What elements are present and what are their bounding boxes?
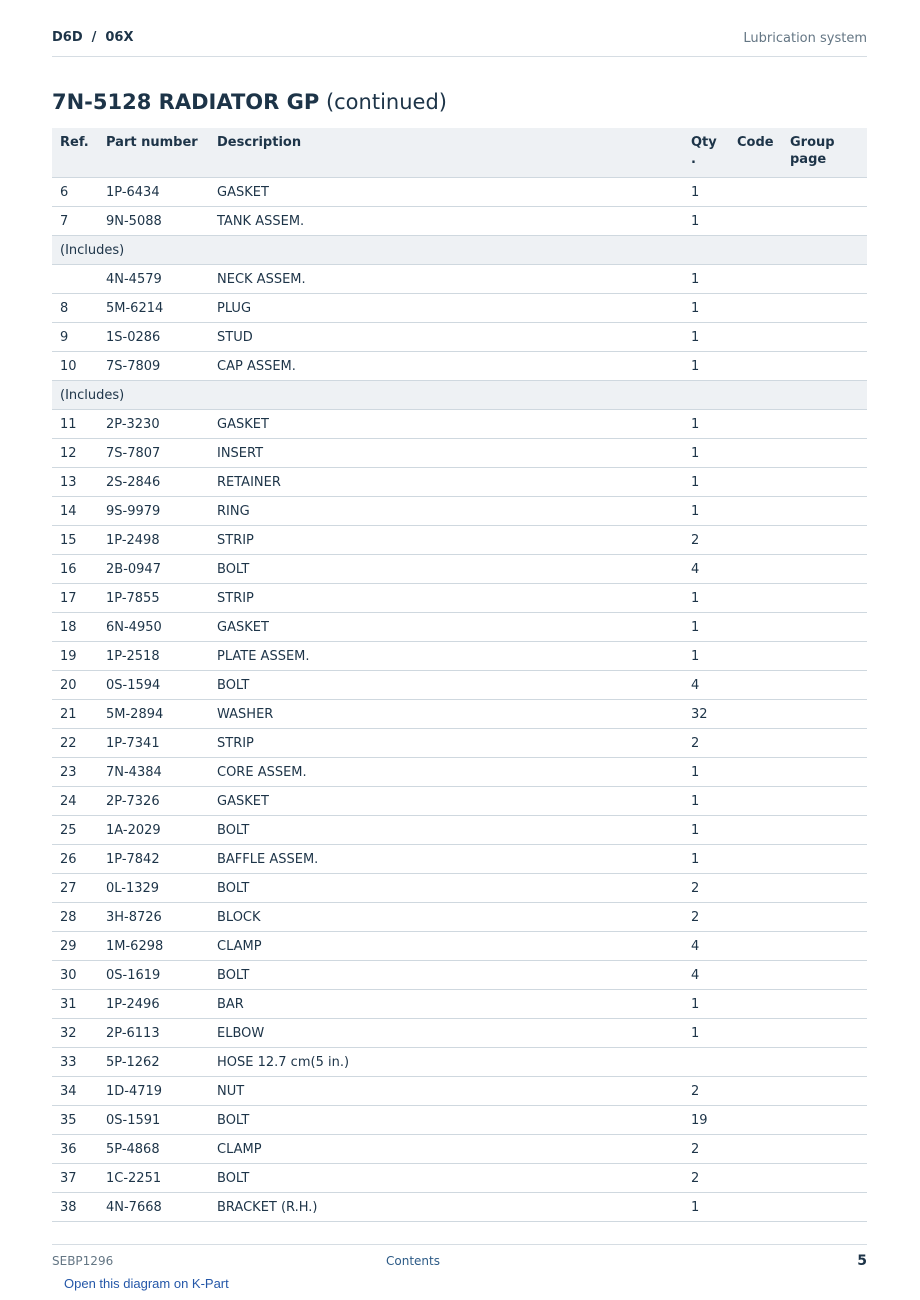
- cell-part-number: 2P-3230: [98, 410, 209, 439]
- cell-qty: 1: [683, 207, 729, 236]
- table-row: [52, 1019, 867, 1048]
- cell-description: BOLT: [209, 1106, 683, 1135]
- cell-ref: 32: [52, 1019, 98, 1048]
- cell-qty: [683, 1048, 729, 1077]
- cell-code: [729, 845, 782, 874]
- breadcrumb-separator: /: [91, 30, 97, 45]
- cell-qty: 4: [683, 961, 729, 990]
- cell-description: BAFFLE ASSEM.: [209, 845, 683, 874]
- cell-part-number: 1P-7855: [98, 584, 209, 613]
- cell-description: STRIP: [209, 584, 683, 613]
- cell-qty: 2: [683, 526, 729, 555]
- cell-ref: 19: [52, 642, 98, 671]
- table-row: [52, 758, 867, 787]
- table-row: [52, 1048, 867, 1077]
- cell-description: NUT: [209, 1077, 683, 1106]
- cell-group-page: [782, 584, 867, 613]
- cell-part-number: 4N-4579: [98, 265, 209, 294]
- cell-qty: 1: [683, 642, 729, 671]
- cell-part-number: 1P-2518: [98, 642, 209, 671]
- cell-part-number: 1P-6434: [98, 178, 209, 207]
- cell-description: PLATE ASSEM.: [209, 642, 683, 671]
- cell-part-number: 9N-5088: [98, 207, 209, 236]
- group-header-line2: page: [790, 152, 827, 167]
- document-id: SEBP1296: [52, 1254, 114, 1268]
- cell-qty: 2: [683, 874, 729, 903]
- cell-qty: 1: [683, 178, 729, 207]
- cell-qty: 2: [683, 729, 729, 758]
- cell-code: [729, 352, 782, 381]
- table-row: [52, 700, 867, 729]
- cell-qty: 1: [683, 1019, 729, 1048]
- cell-description: BAR: [209, 990, 683, 1019]
- cell-qty: 19: [683, 1106, 729, 1135]
- cell-code: [729, 1193, 782, 1222]
- cell-group-page: [782, 1106, 867, 1135]
- cell-part-number: 1D-4719: [98, 1077, 209, 1106]
- cell-code: [729, 816, 782, 845]
- cell-part-number: 5M-6214: [98, 294, 209, 323]
- cell-ref: 22: [52, 729, 98, 758]
- col-header-code: Code: [729, 128, 782, 178]
- breadcrumb-serial: 06X: [105, 30, 134, 45]
- cell-description: STUD: [209, 323, 683, 352]
- cell-qty: 1: [683, 584, 729, 613]
- cell-code: [729, 439, 782, 468]
- table-row: [52, 207, 867, 236]
- table-row: [52, 178, 867, 207]
- cell-group-page: [782, 207, 867, 236]
- cell-group-page: [782, 1164, 867, 1193]
- table-row: [52, 816, 867, 845]
- table-row: [52, 961, 867, 990]
- cell-ref: 10: [52, 352, 98, 381]
- cell-ref: 27: [52, 874, 98, 903]
- cell-ref: 34: [52, 1077, 98, 1106]
- cell-description: HOSE 12.7 cm(5 in.): [209, 1048, 683, 1077]
- cell-group-page: [782, 787, 867, 816]
- table-row: [52, 584, 867, 613]
- cell-group-page: [782, 729, 867, 758]
- cell-part-number: 1S-0286: [98, 323, 209, 352]
- cell-description: CLAMP: [209, 932, 683, 961]
- cell-ref: 37: [52, 1164, 98, 1193]
- cell-code: [729, 584, 782, 613]
- cell-part-number: 1P-7842: [98, 845, 209, 874]
- cell-description: STRIP: [209, 729, 683, 758]
- cell-group-page: [782, 497, 867, 526]
- cell-group-page: [782, 932, 867, 961]
- cell-group-page: [782, 1019, 867, 1048]
- cell-code: [729, 932, 782, 961]
- cell-description: BOLT: [209, 816, 683, 845]
- cell-part-number: 1P-7341: [98, 729, 209, 758]
- contents-link[interactable]: Contents: [386, 1254, 440, 1268]
- cell-part-number: 0S-1619: [98, 961, 209, 990]
- cell-code: [729, 1106, 782, 1135]
- cell-group-page: [782, 874, 867, 903]
- cell-description: INSERT: [209, 439, 683, 468]
- cell-group-page: [782, 1048, 867, 1077]
- table-row: [52, 497, 867, 526]
- cell-code: [729, 990, 782, 1019]
- cell-code: [729, 265, 782, 294]
- cell-ref: 8: [52, 294, 98, 323]
- cell-description: BOLT: [209, 961, 683, 990]
- cell-description: CAP ASSEM.: [209, 352, 683, 381]
- breadcrumb-model: D6D: [52, 30, 83, 45]
- cell-description: GASKET: [209, 178, 683, 207]
- cell-part-number: 2P-6113: [98, 1019, 209, 1048]
- cell-part-number: 4N-7668: [98, 1193, 209, 1222]
- table-row: [52, 613, 867, 642]
- cell-ref: 9: [52, 323, 98, 352]
- cell-part-number: 9S-9979: [98, 497, 209, 526]
- cell-part-number: 1A-2029: [98, 816, 209, 845]
- cell-group-page: [782, 671, 867, 700]
- cell-code: [729, 1077, 782, 1106]
- col-header-part-number: Part number: [98, 128, 209, 178]
- cell-ref: 15: [52, 526, 98, 555]
- page-header: [52, 0, 867, 57]
- table-body: [52, 178, 867, 1222]
- table-row: [52, 265, 867, 294]
- cell-code: [729, 1048, 782, 1077]
- cell-code: [729, 671, 782, 700]
- group-header-line1: Group: [790, 135, 835, 150]
- cell-qty: 32: [683, 700, 729, 729]
- cell-description: BOLT: [209, 1164, 683, 1193]
- cell-description: GASKET: [209, 410, 683, 439]
- cell-ref: 21: [52, 700, 98, 729]
- cell-part-number: 3H-8726: [98, 903, 209, 932]
- table-row: [52, 1193, 867, 1222]
- cell-description: CORE ASSEM.: [209, 758, 683, 787]
- cell-ref: 33: [52, 1048, 98, 1077]
- col-header-qty: [683, 128, 729, 178]
- cell-group-page: [782, 265, 867, 294]
- table-row: [52, 1106, 867, 1135]
- cell-description: ELBOW: [209, 1019, 683, 1048]
- cell-ref: 24: [52, 787, 98, 816]
- cell-ref: 25: [52, 816, 98, 845]
- includes-note: (Includes): [52, 381, 867, 410]
- cell-qty: 1: [683, 1193, 729, 1222]
- cell-ref: 28: [52, 903, 98, 932]
- table-row: [52, 468, 867, 497]
- cell-qty: 1: [683, 410, 729, 439]
- cell-description: CLAMP: [209, 1135, 683, 1164]
- table-row: [52, 845, 867, 874]
- title-suffix: (continued): [325, 90, 447, 114]
- cell-code: [729, 294, 782, 323]
- cell-ref: 30: [52, 961, 98, 990]
- cell-part-number: 5P-4868: [98, 1135, 209, 1164]
- cell-group-page: [782, 700, 867, 729]
- cell-part-number: 7N-4384: [98, 758, 209, 787]
- table-row: [52, 903, 867, 932]
- cell-group-page: [782, 468, 867, 497]
- cell-part-number: 6N-4950: [98, 613, 209, 642]
- cell-code: [729, 410, 782, 439]
- table-row: [52, 1077, 867, 1106]
- cell-qty: 1: [683, 497, 729, 526]
- cell-ref: 6: [52, 178, 98, 207]
- cell-qty: 1: [683, 294, 729, 323]
- table-row: [52, 555, 867, 584]
- cell-qty: 1: [683, 845, 729, 874]
- cell-ref: 38: [52, 1193, 98, 1222]
- table-row: [52, 1164, 867, 1193]
- cell-code: [729, 178, 782, 207]
- section-title: Lubrication system: [743, 31, 867, 46]
- cell-description: TANK ASSEM.: [209, 207, 683, 236]
- cell-group-page: [782, 410, 867, 439]
- cell-group-page: [782, 178, 867, 207]
- cell-group-page: [782, 758, 867, 787]
- cell-description: BRACKET (R.H.): [209, 1193, 683, 1222]
- page-title: [52, 90, 447, 114]
- table-row: [52, 874, 867, 903]
- table-header-row: [52, 128, 867, 178]
- cell-code: [729, 729, 782, 758]
- cell-ref: 31: [52, 990, 98, 1019]
- cell-ref: 29: [52, 932, 98, 961]
- cell-qty: 1: [683, 816, 729, 845]
- cell-ref: 26: [52, 845, 98, 874]
- cell-description: STRIP: [209, 526, 683, 555]
- table-row: [52, 787, 867, 816]
- cell-part-number: 1M-6298: [98, 932, 209, 961]
- cell-qty: 2: [683, 903, 729, 932]
- cell-code: [729, 526, 782, 555]
- cell-qty: 1: [683, 758, 729, 787]
- cell-part-number: 5P-1262: [98, 1048, 209, 1077]
- cell-ref: 17: [52, 584, 98, 613]
- cell-description: GASKET: [209, 613, 683, 642]
- cell-part-number: 0S-1591: [98, 1106, 209, 1135]
- cell-part-number: 5M-2894: [98, 700, 209, 729]
- cell-qty: 4: [683, 555, 729, 584]
- cell-description: BLOCK: [209, 903, 683, 932]
- cell-code: [729, 787, 782, 816]
- cell-ref: 23: [52, 758, 98, 787]
- cell-code: [729, 468, 782, 497]
- cell-group-page: [782, 845, 867, 874]
- table-row: [52, 1135, 867, 1164]
- cell-qty: 1: [683, 468, 729, 497]
- cell-qty: 4: [683, 671, 729, 700]
- cell-part-number: 7S-7807: [98, 439, 209, 468]
- cell-description: RING: [209, 497, 683, 526]
- cell-part-number: 1P-2498: [98, 526, 209, 555]
- cell-ref: 18: [52, 613, 98, 642]
- table-row: [52, 642, 867, 671]
- cell-group-page: [782, 526, 867, 555]
- cell-part-number: 2S-2846: [98, 468, 209, 497]
- table-row: [52, 294, 867, 323]
- cell-ref: 11: [52, 410, 98, 439]
- cell-code: [729, 700, 782, 729]
- cell-description: PLUG: [209, 294, 683, 323]
- table-row: [52, 352, 867, 381]
- cell-description: BOLT: [209, 671, 683, 700]
- cell-code: [729, 903, 782, 932]
- cell-part-number: 0S-1594: [98, 671, 209, 700]
- cell-ref: 14: [52, 497, 98, 526]
- includes-note-row: [52, 236, 867, 265]
- cell-group-page: [782, 555, 867, 584]
- table-row: [52, 410, 867, 439]
- cell-group-page: [782, 816, 867, 845]
- cell-qty: 1: [683, 265, 729, 294]
- cell-ref: 16: [52, 555, 98, 584]
- cell-part-number: 7S-7809: [98, 352, 209, 381]
- cell-ref: 20: [52, 671, 98, 700]
- col-header-ref: Ref.: [52, 128, 98, 178]
- page-footer: [52, 1244, 867, 1271]
- cell-group-page: [782, 642, 867, 671]
- includes-note: (Includes): [52, 236, 867, 265]
- cell-code: [729, 874, 782, 903]
- cell-part-number: 2P-7326: [98, 787, 209, 816]
- kpart-link[interactable]: Open this diagram on K-Part: [64, 1276, 229, 1291]
- cell-group-page: [782, 294, 867, 323]
- cell-ref: 13: [52, 468, 98, 497]
- cell-qty: 1: [683, 352, 729, 381]
- table-row: [52, 990, 867, 1019]
- cell-description: GASKET: [209, 787, 683, 816]
- cell-part-number: 1P-2496: [98, 990, 209, 1019]
- cell-qty: 2: [683, 1135, 729, 1164]
- qty-header-line1: Qty: [691, 135, 717, 150]
- cell-code: [729, 1164, 782, 1193]
- cell-description: NECK ASSEM.: [209, 265, 683, 294]
- cell-ref: [52, 265, 98, 294]
- cell-group-page: [782, 903, 867, 932]
- parts-table: [52, 128, 867, 1222]
- breadcrumb: [52, 30, 134, 45]
- cell-part-number: 2B-0947: [98, 555, 209, 584]
- cell-code: [729, 961, 782, 990]
- cell-qty: 2: [683, 1077, 729, 1106]
- cell-ref: 12: [52, 439, 98, 468]
- cell-code: [729, 207, 782, 236]
- cell-group-page: [782, 439, 867, 468]
- cell-group-page: [782, 323, 867, 352]
- table-row: [52, 729, 867, 758]
- table-row: [52, 526, 867, 555]
- page-number: 5: [857, 1253, 867, 1269]
- table-row: [52, 671, 867, 700]
- cell-ref: 7: [52, 207, 98, 236]
- cell-qty: 1: [683, 323, 729, 352]
- cell-group-page: [782, 352, 867, 381]
- cell-code: [729, 1019, 782, 1048]
- cell-code: [729, 613, 782, 642]
- cell-code: [729, 642, 782, 671]
- cell-group-page: [782, 1135, 867, 1164]
- col-header-group-page: [782, 128, 867, 178]
- col-header-description: Description: [209, 128, 683, 178]
- cell-description: WASHER: [209, 700, 683, 729]
- table-row: [52, 932, 867, 961]
- cell-qty: 2: [683, 1164, 729, 1193]
- cell-description: RETAINER: [209, 468, 683, 497]
- cell-code: [729, 323, 782, 352]
- cell-qty: 4: [683, 932, 729, 961]
- cell-qty: 1: [683, 613, 729, 642]
- cell-qty: 1: [683, 990, 729, 1019]
- cell-code: [729, 1135, 782, 1164]
- cell-code: [729, 555, 782, 584]
- table-row: [52, 323, 867, 352]
- cell-ref: 36: [52, 1135, 98, 1164]
- cell-group-page: [782, 990, 867, 1019]
- title-part: 7N-5128 RADIATOR GP: [52, 90, 320, 114]
- cell-group-page: [782, 1077, 867, 1106]
- cell-ref: 35: [52, 1106, 98, 1135]
- cell-description: BOLT: [209, 555, 683, 584]
- cell-qty: 1: [683, 439, 729, 468]
- cell-code: [729, 758, 782, 787]
- cell-code: [729, 497, 782, 526]
- table-row: [52, 439, 867, 468]
- cell-group-page: [782, 961, 867, 990]
- cell-group-page: [782, 613, 867, 642]
- cell-part-number: 1C-2251: [98, 1164, 209, 1193]
- cell-qty: 1: [683, 787, 729, 816]
- cell-part-number: 0L-1329: [98, 874, 209, 903]
- includes-note-row: [52, 381, 867, 410]
- cell-description: BOLT: [209, 874, 683, 903]
- cell-group-page: [782, 1193, 867, 1222]
- qty-header-line2: .: [691, 152, 696, 167]
